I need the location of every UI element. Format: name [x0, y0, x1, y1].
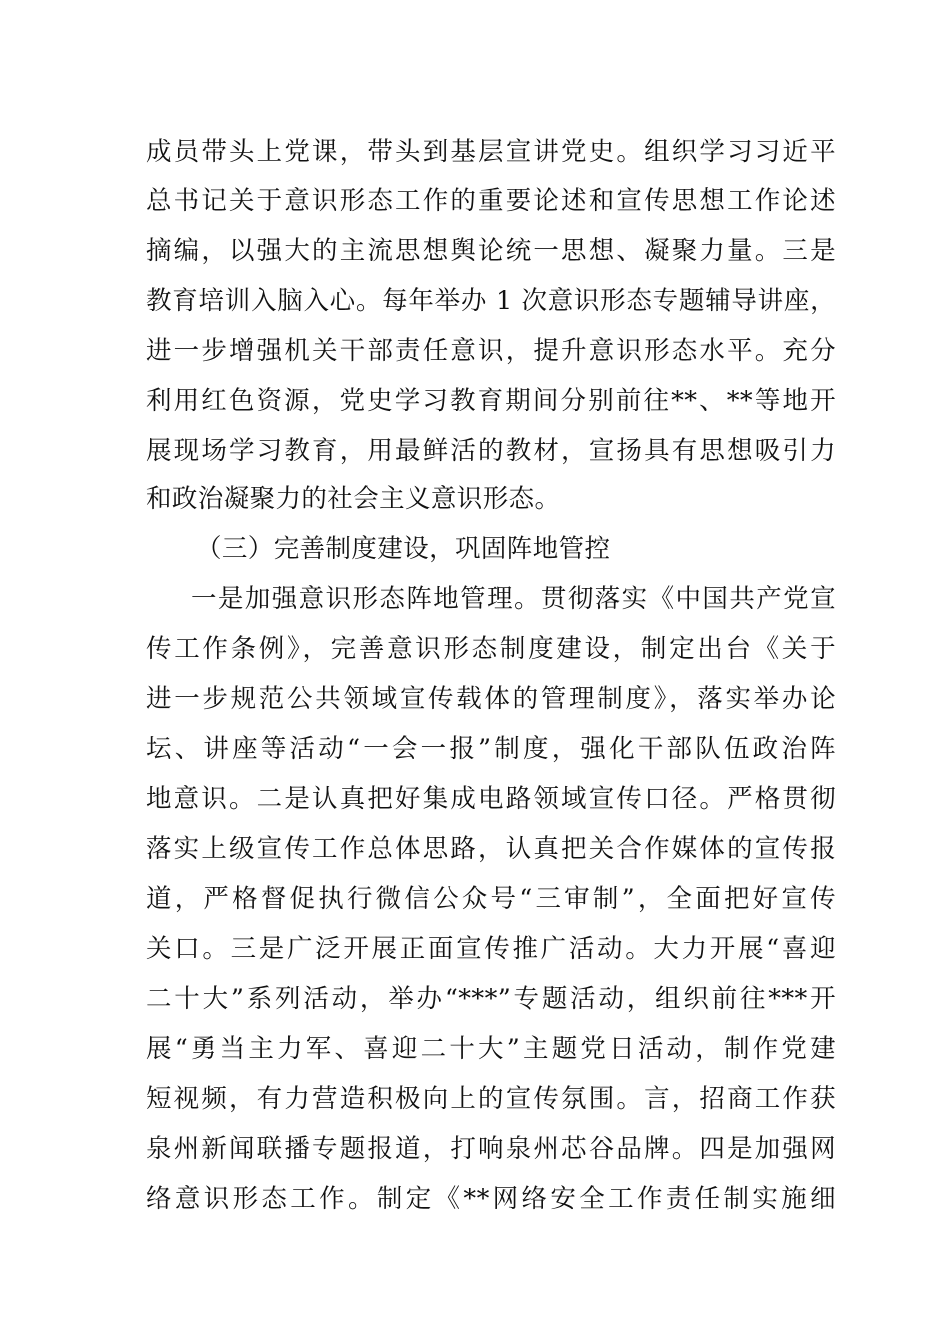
text-line: 道，严格督促执行微信公众号“三审制”，全面把好宣传 — [146, 884, 836, 914]
text-line: 和政治凝聚力的社会主义意识形态。 — [146, 484, 561, 514]
text-line: 泉州新闻联播专题报道，打响泉州芯谷品牌。四是加强网 — [146, 1134, 836, 1164]
text-line: 传工作条例》，完善意识形态制度建设，制定出台《关于 — [146, 634, 836, 664]
text-line: 落实上级宣传工作总体思路，认真把关合作媒体的宣传报 — [146, 834, 836, 864]
text-line: 关口。三是广泛开展正面宣传推广活动。大力开展“喜迎 — [146, 934, 836, 964]
text-line: 进一步增强机关干部责任意识，提升意识形态水平。充分 — [146, 336, 836, 366]
text-line: 地意识。二是认真把好集成电路领域宣传口径。严格贯彻 — [146, 784, 836, 814]
text-line: 利用红色资源，党史学习教育期间分别前往**、**等地开 — [146, 386, 836, 416]
text-line: 展“勇当主力军、喜迎二十大”主题党日活动，制作党建 — [146, 1034, 836, 1064]
text-line: 二十大”系列活动，举办“***”专题活动，组织前往***开 — [146, 984, 836, 1014]
text-line: 进一步规范公共领域宣传载体的管理制度》，落实举办论 — [146, 684, 836, 714]
text-line: 坛、讲座等活动“一会一报”制度，强化干部队伍政治阵 — [146, 734, 836, 764]
text-line: 总书记关于意识形态工作的重要论述和宣传思想工作论述 — [146, 186, 836, 216]
text-line: 成员带头上党课，带头到基层宣讲党史。组织学习习近平 — [146, 137, 836, 167]
text-line: 短视频，有力营造积极向上的宣传氛围。言，招商工作获 — [146, 1084, 836, 1114]
text-line: 教育培训入脑入心。每年举办 1 次意识形态专题辅导讲座， — [146, 286, 836, 316]
paragraph-first-line: 一是加强意识形态阵地管理。贯彻落实《中国共产党宣 — [191, 584, 836, 614]
text-line: 摘编，以强大的主流思想舆论统一思想、凝聚力量。三是 — [146, 236, 836, 266]
section-heading: （三）完善制度建设，巩固阵地管控 — [196, 534, 611, 564]
text-line: 展现场学习教育，用最鲜活的教材，宣扬具有思想吸引力 — [146, 436, 836, 466]
text-line: 络意识形态工作。制定《**网络安全工作责任制实施细 — [146, 1184, 836, 1214]
